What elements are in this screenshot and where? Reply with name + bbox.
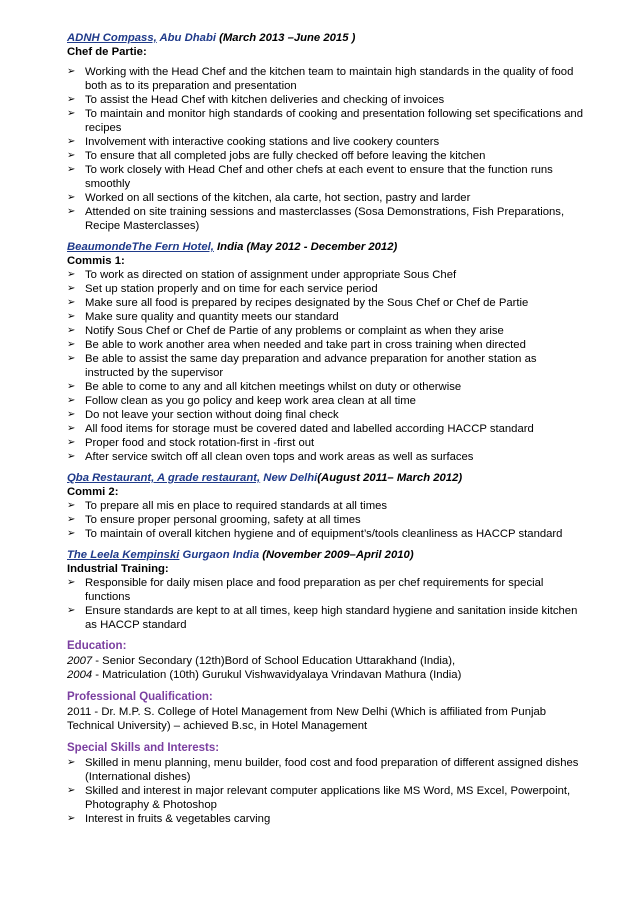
- arrow-bullet-icon: ➢: [67, 339, 76, 350]
- arrow-bullet-icon: ➢: [67, 437, 76, 448]
- job-role: Industrial Training:: [67, 563, 169, 575]
- job-dates: (March 2013 –June 2015 ): [219, 32, 356, 44]
- list-item: [67, 65, 587, 93]
- education-text: - Senior Secondary (12th)Bord of School Education Uttarakhand (India),: [92, 655, 456, 667]
- bullet-text: Working with the Head Chef and the kitchen team to maintain high standards in the quality of food both as to its preparation and presentation: [85, 66, 574, 92]
- list-item: [67, 394, 587, 408]
- list-item: [67, 310, 587, 324]
- bullet-text: Follow clean as you go policy and keep work area clean at all time: [85, 395, 416, 407]
- job-location: New Delhi: [263, 472, 318, 484]
- education-entry: [67, 668, 587, 682]
- education-year: 2007: [67, 655, 93, 667]
- arrow-bullet-icon: ➢: [67, 813, 76, 824]
- list-item: [67, 107, 587, 135]
- list-item: [67, 604, 587, 632]
- bullet-text: To ensure proper personal grooming, safety at all times: [85, 514, 361, 526]
- bullet-text: Be able to come to any and all kitchen meetings whilst on duty or otherwise: [85, 381, 462, 393]
- section-title: Professional Qualification:: [67, 691, 213, 703]
- list-item: [67, 527, 587, 541]
- arrow-bullet-icon: ➢: [67, 192, 76, 203]
- job-bullets: [67, 499, 587, 541]
- arrow-bullet-icon: ➢: [67, 381, 76, 392]
- bullet-text: Be able to work another area when needed and take part in cross training when directed: [85, 339, 526, 351]
- bullet-text: All food items for storage must be covered dated and labelled according HACCP standard: [85, 423, 534, 435]
- bullet-text: Ensure standards are kept to at all times, keep high standard hygiene and sanitation inside kitchen as HACCP standard: [85, 605, 578, 631]
- education-year: 2004: [67, 669, 93, 681]
- list-item: [67, 268, 587, 282]
- list-item: [67, 191, 587, 205]
- job-bullets: [67, 576, 587, 632]
- bullet-text: Attended on site training sessions and masterclasses (Sosa Demonstrations, Fish Preparations, Recipe Masterclasses): [85, 206, 565, 232]
- list-item: [67, 205, 587, 233]
- arrow-bullet-icon: ➢: [67, 269, 76, 280]
- company-link[interactable]: Qba Restaurant, A grade restaurant,: [67, 472, 261, 484]
- job-dates: (August 2011– March 2012): [317, 472, 463, 484]
- arrow-bullet-icon: ➢: [67, 514, 76, 525]
- list-item: [67, 422, 587, 436]
- education-text: - Matriculation (10th) Gurukul Vishwavidyalaya Vrindavan Mathura (India): [92, 669, 462, 681]
- bullet-text: Do not leave your section without doing final check: [85, 409, 339, 421]
- list-item: [67, 380, 587, 394]
- bullet-text: Skilled and interest in major relevant computer applications like MS Word, MS Excel, Powerpoint, Photography & Photoshop: [85, 785, 571, 811]
- job-bullets: [67, 268, 587, 464]
- job-header: [67, 31, 587, 45]
- bullet-text: To maintain and monitor high standards of cooking and presentation following set specifications and recipes: [85, 108, 583, 134]
- job-header: [67, 471, 587, 485]
- list-item: [67, 135, 587, 149]
- bullet-text: Set up station properly and on time for each service period: [85, 283, 378, 295]
- job-role: Commi 2:: [67, 486, 119, 498]
- job-location: India: [217, 241, 244, 253]
- arrow-bullet-icon: ➢: [67, 108, 76, 119]
- bullet-text: To maintain of overall kitchen hygiene and of equipment’s/tools cleanliness as HACCP standard: [85, 528, 563, 540]
- company-link[interactable]: BeaumondeThe Fern Hotel,: [67, 241, 214, 253]
- resume-page: [67, 31, 587, 834]
- list-item: [67, 296, 587, 310]
- arrow-bullet-icon: ➢: [67, 409, 76, 420]
- job-entry-leela: [67, 548, 587, 632]
- arrow-bullet-icon: ➢: [67, 136, 76, 147]
- list-item: [67, 93, 587, 107]
- bullet-text: Worked on all sections of the kitchen, ala carte, hot section, pastry and larder: [85, 192, 471, 204]
- skills-bullets: [67, 756, 587, 826]
- list-item: [67, 812, 587, 826]
- arrow-bullet-icon: ➢: [67, 423, 76, 434]
- bullet-text: Proper food and stock rotation-first in -first out: [85, 437, 315, 449]
- bullet-text: To work as directed on station of assignment under appropriate Sous Chef: [85, 269, 457, 281]
- list-item: [67, 338, 587, 352]
- list-item: [67, 756, 587, 784]
- company-link[interactable]: ADNH Compass,: [67, 32, 157, 44]
- arrow-bullet-icon: ➢: [67, 500, 76, 511]
- job-dates: (November 2009–April 2010): [262, 549, 414, 561]
- bullet-text: To ensure that all completed jobs are fully checked off before leaving the kitchen: [85, 150, 486, 162]
- job-location: Gurgaon India: [182, 549, 260, 561]
- arrow-bullet-icon: ➢: [67, 528, 76, 539]
- bullet-text: To work closely with Head Chef and other chefs at each event to ensure that the function runs smoothly: [85, 164, 553, 190]
- job-entry-qba: [67, 471, 587, 541]
- arrow-bullet-icon: ➢: [67, 325, 76, 336]
- job-dates: (May 2012 - December 2012): [246, 241, 398, 253]
- arrow-bullet-icon: ➢: [67, 283, 76, 294]
- section-title: Education:: [67, 640, 127, 652]
- arrow-bullet-icon: ➢: [67, 66, 76, 77]
- list-item: [67, 163, 587, 191]
- list-item: [67, 784, 587, 812]
- company-link[interactable]: The Leela Kempinski: [67, 549, 180, 561]
- list-item: [67, 408, 587, 422]
- arrow-bullet-icon: ➢: [67, 206, 76, 217]
- list-item: [67, 499, 587, 513]
- bullet-text: Involvement with interactive cooking stations and live cookery counters: [85, 136, 440, 148]
- arrow-bullet-icon: ➢: [67, 164, 76, 175]
- arrow-bullet-icon: ➢: [67, 150, 76, 161]
- arrow-bullet-icon: ➢: [67, 785, 76, 796]
- bullet-text: After service switch off all clean oven tops and work areas as well as surfaces: [85, 451, 474, 463]
- arrow-bullet-icon: ➢: [67, 395, 76, 406]
- job-bullets: [67, 65, 587, 233]
- list-item: [67, 324, 587, 338]
- job-location: Abu Dhabi: [159, 32, 216, 44]
- bullet-text: Make sure all food is prepared by recipes designated by the Sous Chef or Chef de Partie: [85, 297, 529, 309]
- bullet-text: Skilled in menu planning, menu builder, food cost and food preparation of different assigned dishes (International dishes): [85, 757, 579, 783]
- arrow-bullet-icon: ➢: [67, 353, 76, 364]
- list-item: [67, 513, 587, 527]
- professional-text: 2011 - Dr. M.P. S. College of Hotel Management from New Delhi (Which is affiliated from Punjab Technical University) – achieved B.sc, in Hotel Management: [67, 706, 547, 732]
- job-entry-adnh: [67, 31, 587, 233]
- bullet-text: Be able to assist the same day preparation and advance preparation for another station as instructed by the supervisor: [85, 353, 537, 379]
- bullet-text: Notify Sous Chef or Chef de Partie of any problems or complaint as when they arise: [85, 325, 504, 337]
- list-item: [67, 282, 587, 296]
- list-item: [67, 149, 587, 163]
- job-entry-fern: [67, 240, 587, 464]
- list-item: [67, 352, 587, 380]
- arrow-bullet-icon: ➢: [67, 451, 76, 462]
- job-header: [67, 548, 587, 562]
- bullet-text: To assist the Head Chef with kitchen deliveries and checking of invoices: [85, 94, 445, 106]
- bullet-text: Interest in fruits & vegetables carving: [85, 813, 271, 825]
- arrow-bullet-icon: ➢: [67, 297, 76, 308]
- professional-section: [67, 690, 587, 733]
- bullet-text: To prepare all mis en place to required standards at all times: [85, 500, 388, 512]
- arrow-bullet-icon: ➢: [67, 605, 76, 616]
- bullet-text: Responsible for daily misen place and food preparation as per chef requirements for special functions: [85, 577, 544, 603]
- job-role: Chef de Partie:: [67, 46, 147, 58]
- job-role: Commis 1:: [67, 255, 125, 267]
- job-header: [67, 240, 587, 254]
- skills-section: [67, 741, 587, 826]
- arrow-bullet-icon: ➢: [67, 757, 76, 768]
- list-item: [67, 436, 587, 450]
- list-item: [67, 450, 587, 464]
- arrow-bullet-icon: ➢: [67, 577, 76, 588]
- arrow-bullet-icon: ➢: [67, 94, 76, 105]
- section-title: Special Skills and Interests:: [67, 742, 220, 754]
- list-item: [67, 576, 587, 604]
- education-section: [67, 639, 587, 682]
- education-entry: [67, 654, 587, 668]
- arrow-bullet-icon: ➢: [67, 311, 76, 322]
- bullet-text: Make sure quality and quantity meets our standard: [85, 311, 339, 323]
